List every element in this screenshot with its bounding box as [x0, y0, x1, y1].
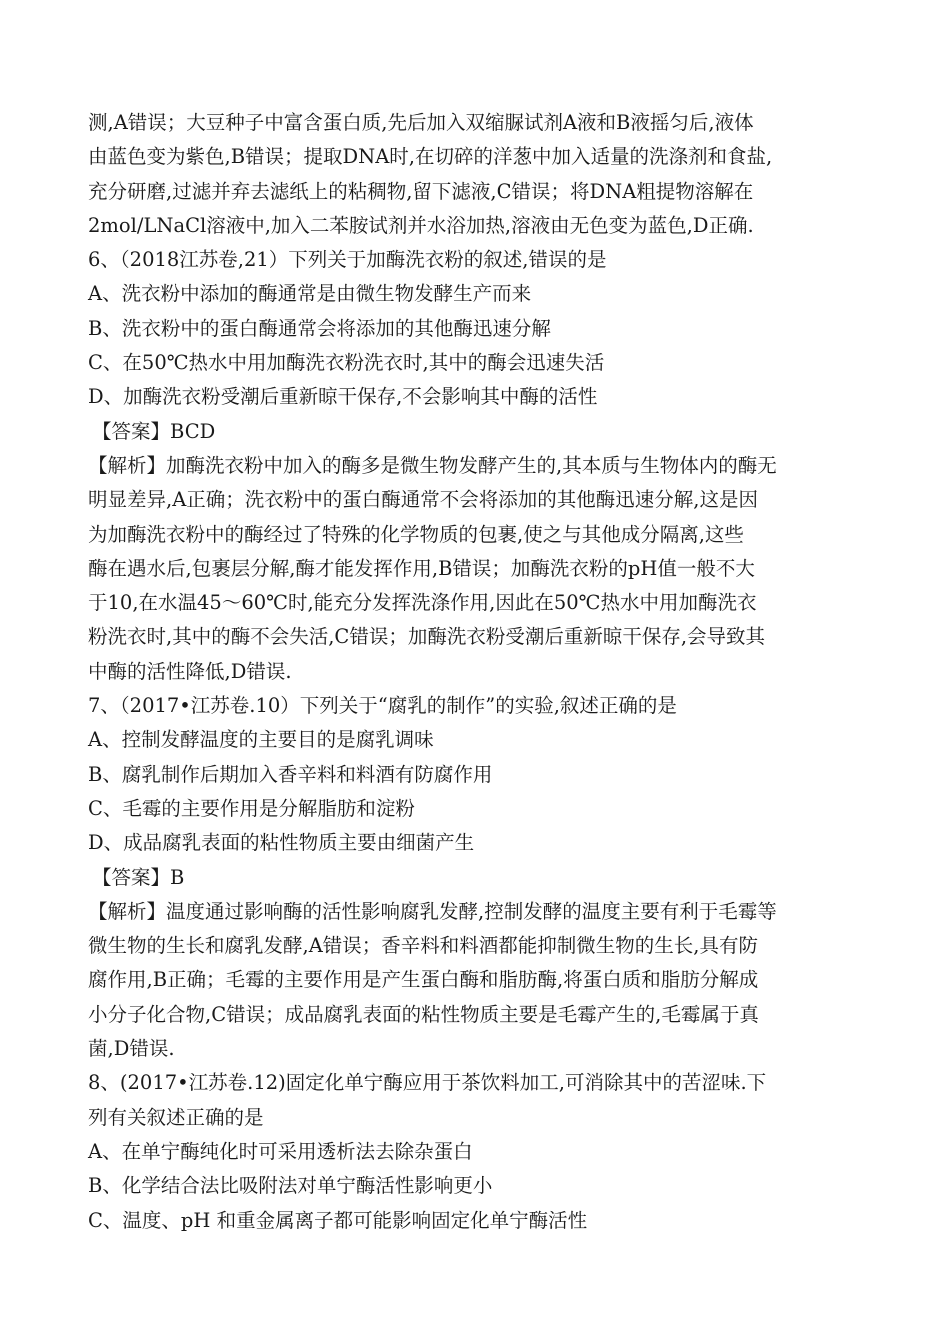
question-6-answer: 【答案】BCD	[92, 419, 216, 443]
text-line: 菌,D错误.	[88, 1037, 175, 1061]
question-8-option-a: A、在单宁酶纯化时可采用透析法去除杂蛋白	[88, 1139, 473, 1163]
text-line: 明显差异,A正确；洗衣粉中的蛋白酶通常不会将添加的其他酶迅速分解,这是因	[88, 488, 758, 512]
text-line: 中酶的活性降低,D错误.	[88, 659, 292, 683]
question-7-option-d: D、成品腐乳表面的粘性物质主要由细菌产生	[88, 831, 475, 855]
text-line: 粉洗衣时,其中的酶不会失活,C错误；加酶洗衣粉受潮后重新晾干保存,会导致其	[88, 625, 766, 649]
text-line: 腐作用,B正确；毛霉的主要作用是产生蛋白酶和脂肪酶,将蛋白质和脂肪分解成	[88, 968, 759, 992]
text-line: 于10,在水温45～60℃时,能充分发挥洗涤作用,因此在50℃热水中用加酶洗衣	[88, 591, 757, 615]
question-7-answer: 【答案】B	[92, 865, 185, 889]
text-line: 微生物的生长和腐乳发酵,A错误；香辛料和料酒都能抑制微生物的生长,具有防	[88, 934, 758, 958]
text-line: 测,A错误；大豆种子中富含蛋白质,先后加入双缩脲试剂A液和B液摇匀后,液体	[88, 111, 754, 134]
question-6-option-c: C、在50℃热水中用加酶洗衣粉洗衣时,其中的酶会迅速失活	[88, 351, 605, 375]
question-6-option-a: A、洗衣粉中添加的酶通常是由微生物发酵生产而来	[88, 282, 532, 306]
question-8-stem: 8、(2017•江苏卷.12)固定化单宁酶应用于茶饮料加工,可消除其中的苦涩味.下	[88, 1071, 767, 1095]
text-line: 列有关叙述正确的是	[88, 1105, 264, 1129]
text-line: 酶在遇水后,包裹层分解,酶才能发挥作用,B错误；加酶洗衣粉的pH值一般不大	[88, 556, 755, 580]
question-7-explanation: 【解析】温度通过影响酶的活性影响腐乳发酵,控制发酵的温度主要有利于毛霉等	[88, 899, 777, 923]
question-8-option-c: C、温度、pH 和重金属离子都可能影响固定化单宁酶活性	[88, 1208, 588, 1232]
text-line: 充分研磨,过滤并弃去滤纸上的粘稠物,留下滤液,C错误；将DNA粗提物溶解在	[88, 179, 754, 203]
question-7-option-a: A、控制发酵温度的主要目的是腐乳调味	[88, 728, 434, 752]
text-line: 由蓝色变为紫色,B错误；提取DNA时,在切碎的洋葱中加入适量的洗涤剂和食盐,	[88, 145, 773, 169]
question-7-option-c: C、毛霉的主要作用是分解脂肪和淀粉	[88, 796, 415, 820]
text-line: 2mol/LNaCl溶液中,加入二苯胺试剂并水浴加热,溶液由无色变为蓝色,D正确.	[88, 213, 754, 237]
text-line: 为加酶洗衣粉中的酶经过了特殊的化学物质的包裹,使之与其他成分隔离,这些	[88, 522, 744, 546]
document-body	[88, 106, 868, 1238]
question-8-option-b: B、化学结合法比吸附法对单宁酶活性影响更小	[88, 1174, 493, 1198]
question-7-stem: 7、（2017•江苏卷.10）下列关于“腐乳的制作”的实验,叙述正确的是	[88, 694, 677, 718]
question-7-option-b: B、腐乳制作后期加入香辛料和料酒有防腐作用	[88, 762, 493, 786]
text-line: 小分子化合物,C错误；成品腐乳表面的粘性物质主要是毛霉产生的,毛霉属于真	[88, 1002, 759, 1026]
question-6-option-b: B、洗衣粉中的蛋白酶通常会将添加的其他酶迅速分解	[88, 316, 551, 340]
question-6-option-d: D、加酶洗衣粉受潮后重新晾干保存,不会影响其中酶的活性	[88, 385, 598, 409]
question-6-stem: 6、（2018江苏卷,21）下列关于加酶洗衣粉的叙述,错误的是	[88, 248, 607, 272]
question-6-explanation: 【解析】加酶洗衣粉中加入的酶多是微生物发酵产生的,其本质与生物体内的酶无	[88, 453, 777, 477]
